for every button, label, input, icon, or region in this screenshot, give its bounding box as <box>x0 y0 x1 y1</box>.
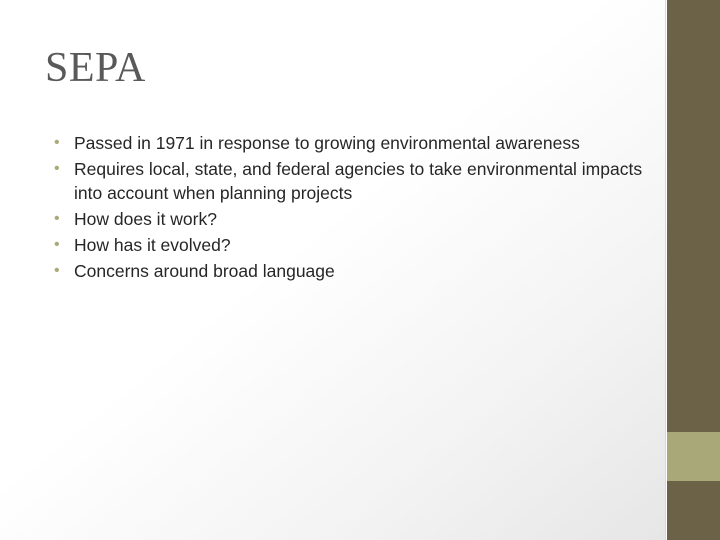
slide-title: SEPA <box>45 45 146 91</box>
bullet-text: Requires local, state, and federal agencies to take environmental impacts into account when planning projects <box>74 159 643 203</box>
side-accent-block <box>667 432 720 481</box>
bullet-icon: • <box>54 236 60 253</box>
bullet-item <box>54 233 644 257</box>
bullet-item <box>54 157 644 205</box>
bullet-text: How does it work? <box>74 209 217 229</box>
bullet-icon: • <box>54 134 60 151</box>
bullet-icon: • <box>54 262 60 279</box>
side-decorative-bar <box>667 0 720 432</box>
bullet-text: Concerns around broad language <box>74 261 335 281</box>
bullet-text: How has it evolved? <box>74 235 231 255</box>
bullet-list <box>54 131 644 285</box>
side-decorative-bar-bottom <box>667 481 720 540</box>
bullet-icon: • <box>54 160 60 177</box>
bullet-item <box>54 207 644 231</box>
bullet-text: Passed in 1971 in response to growing environmental awareness <box>74 133 580 153</box>
bullet-item <box>54 259 644 283</box>
bullet-icon: • <box>54 210 60 227</box>
bullet-item <box>54 131 644 155</box>
